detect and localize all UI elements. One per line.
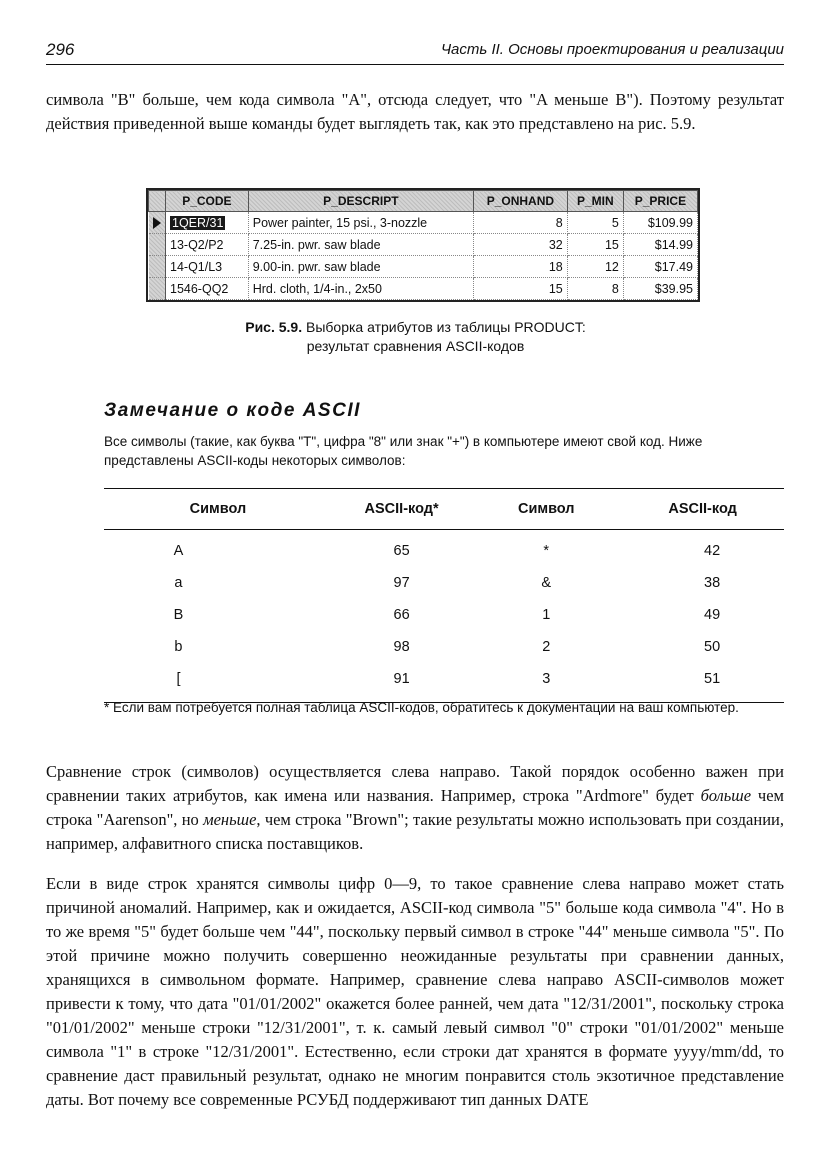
table-row: A 65 * 42 bbox=[173, 543, 721, 559]
cell-price: $109.99 bbox=[623, 212, 697, 234]
cell-descript: Hrd. cloth, 1/4-in., 2x50 bbox=[248, 278, 473, 300]
col-header-p-min: P_MIN bbox=[567, 191, 623, 212]
paragraph-3: Если в виде строк хранятся символы цифр 0—9, то такое сравнение слева направо может стать причиной аномалий. Например, как и ожидается, ASCII-код символа "5" больше кода символа "4". Но в то же время "5" будет больше чем "44", поскольку первый символ в строке "44" меньше символа "5". По этой причине можно получить совершенно неожиданные результаты при сравнении данных, хранящихся в символьном формате. Например, сравнение слева направо ASCII-символов может привести к тому, что дата "01/01/2002" окажется более ранней, чем дата "12/31/2001", поскольку строка "01/01/2002" меньше строки "12/31/2001", т. к. самый левый символ "0" строки "01/01/2002" меньше символа "1" в строке "12/31/2001". Естественно, если строки дат хранятся в формате yyyy/mm/dd, то сравнение даст правильный результат, однако не многим понравится столь экзотичное представление даты. Вот почему все современные РСУБД поддерживают тип данных DATE bbox=[46, 874, 784, 1109]
cell-price: $14.99 bbox=[623, 234, 697, 256]
ascii-table bbox=[104, 488, 784, 703]
cell-min: 15 bbox=[567, 234, 623, 256]
grid-row bbox=[149, 256, 698, 278]
product-grid-figure bbox=[146, 188, 700, 302]
cell-code: 14-Q1/L3 bbox=[166, 256, 249, 278]
part-title: Часть II. Основы проектирования и реализации bbox=[440, 41, 784, 58]
ascii-header-symbol-1: Символ bbox=[104, 489, 332, 530]
current-row-arrow-icon bbox=[153, 217, 161, 229]
table-row: a 97 & 38 bbox=[174, 575, 721, 591]
cell-onhand: 18 bbox=[473, 256, 567, 278]
cell-min: 8 bbox=[567, 278, 623, 300]
cell-code: 13-Q2/P2 bbox=[166, 234, 249, 256]
caption-line-2: результат сравнения ASCII-кодов bbox=[306, 338, 525, 354]
col-header-p-onhand: P_ONHAND bbox=[473, 191, 567, 212]
note-footnote: * Если вам потребуется полная таблица ASCII-кодов, обратитесь к документации на ваш компьютер. bbox=[104, 700, 739, 715]
figure-caption bbox=[0, 318, 831, 356]
cell-price: $39.95 bbox=[623, 278, 697, 300]
cell-code: 1QER/31 bbox=[166, 212, 249, 234]
table-row: B 66 1 49 bbox=[173, 607, 721, 623]
table-row: [ 91 3 51 bbox=[176, 671, 721, 687]
cell-descript: 9.00-in. pwr. saw blade bbox=[248, 256, 473, 278]
emphasis-bolshe: больше bbox=[700, 786, 752, 805]
col-header-p-price: P_PRICE bbox=[623, 191, 697, 212]
row-selector bbox=[149, 278, 166, 300]
running-head bbox=[46, 38, 784, 65]
caption-line-1: Рис. 5.9. Выборка атрибутов из таблицы PRODUCT: bbox=[245, 319, 586, 335]
grid-row bbox=[149, 234, 698, 256]
ascii-header-symbol-2: Символ bbox=[471, 489, 621, 530]
caption-label: Рис. 5.9. bbox=[245, 319, 303, 335]
cell-onhand: 8 bbox=[473, 212, 567, 234]
note-text: Все символы (такие, как буква "T", цифра "8" или знак "+") в компьютере имеют свой код. Ниже представлены ASCII-коды некоторых символов: bbox=[104, 434, 703, 468]
cell-min: 12 bbox=[567, 256, 623, 278]
paragraph-1: символа "B" больше, чем кода символа "A", отсюда следует, что "A меньше B"). Поэтому результат действия приведенной выше команды будет выглядеть так, как это представлено на рис. 5.9. bbox=[46, 90, 784, 133]
emphasis-menshe: меньше bbox=[203, 810, 257, 829]
grid-row bbox=[149, 278, 698, 300]
col-header-p-descript: P_DESCRIPT bbox=[248, 191, 473, 212]
cell-descript: Power painter, 15 psi., 3-nozzle bbox=[248, 212, 473, 234]
cell-descript: 7.25-in. pwr. saw blade bbox=[248, 234, 473, 256]
cell-onhand: 15 bbox=[473, 278, 567, 300]
row-selector bbox=[149, 256, 166, 278]
grid-corner bbox=[149, 191, 166, 212]
row-selector bbox=[149, 234, 166, 256]
row-selector bbox=[149, 212, 166, 234]
cell-code: 1546-QQ2 bbox=[166, 278, 249, 300]
ascii-header-code-2: ASCII-код bbox=[621, 489, 784, 530]
cell-min: 5 bbox=[567, 212, 623, 234]
grid-row bbox=[149, 212, 698, 234]
ascii-table-block bbox=[104, 488, 784, 703]
table-row: b 98 2 50 bbox=[174, 639, 721, 655]
ascii-header-code-1: ASCII-код* bbox=[332, 489, 471, 530]
page-number: 296 bbox=[46, 40, 75, 59]
col-header-p-code: P_CODE bbox=[166, 191, 249, 212]
note-title: Замечание о коде ASCII bbox=[104, 400, 361, 421]
product-grid bbox=[148, 190, 698, 300]
cell-onhand: 32 bbox=[473, 234, 567, 256]
cell-price: $17.49 bbox=[623, 256, 697, 278]
paragraph-2: Сравнение строк (символов) осуществляется слева направо. Такой порядок особенно важен при сравнении таких атрибутов, как имена или названия. Например, строка "Ardmore" будет больше чем строка "Aarenson", но меньше, чем строка "Brown"; такие результаты можно использовать при создании, например, алфавитного списка поставщиков. bbox=[46, 762, 784, 853]
